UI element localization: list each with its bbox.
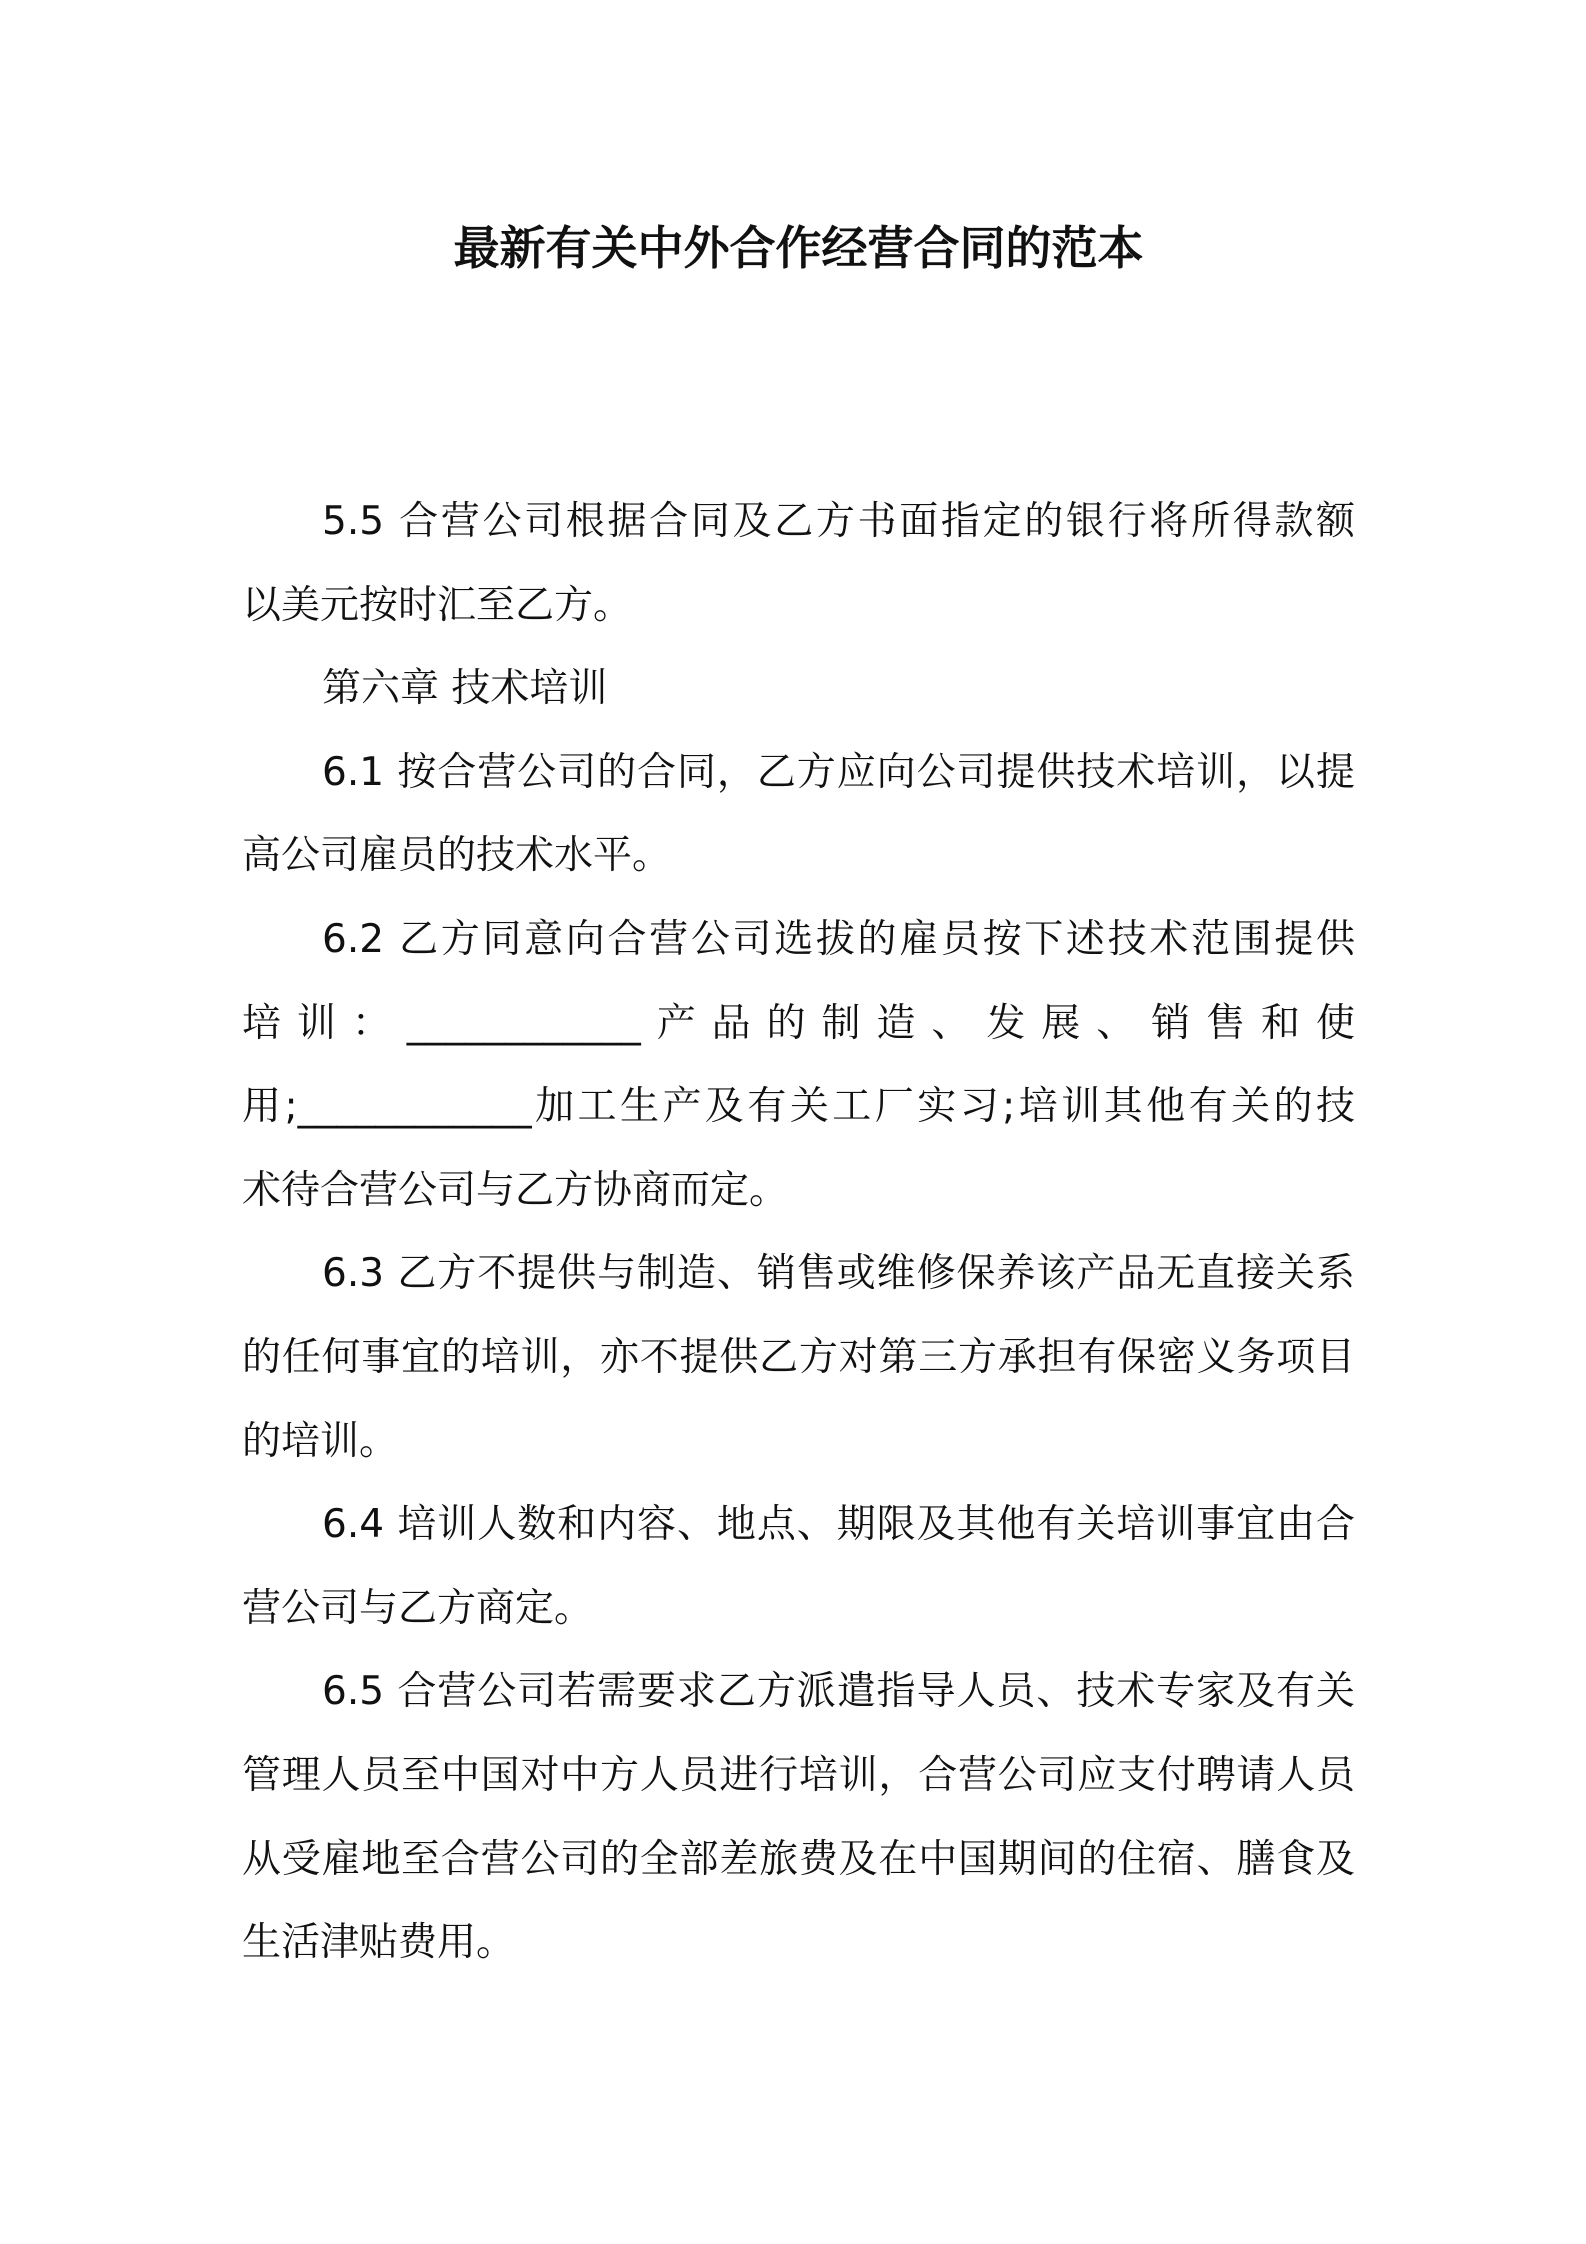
text-line: 的培训。 (242, 1418, 399, 1464)
clause-5-5 (242, 480, 1355, 647)
text-line: 6.5 合营公司若需要求乙方派遣指导人员、技术专家及有关 (322, 1669, 1355, 1715)
clause-6-5 (242, 1650, 1355, 1984)
text-line: 6.2 乙方同意向合营公司选拔的雇员按下述技术范围提供 (322, 916, 1355, 962)
text-line: 6.1 按合营公司的合同，乙方应向公司提供技术培训，以提 (322, 749, 1355, 795)
text-line: 用;____________加工生产及有关工厂实习;培训其他有关的技 (242, 1084, 1355, 1130)
document-body (242, 480, 1355, 1985)
clause-6-4 (242, 1483, 1355, 1650)
text-line: 生活津贴费用。 (242, 1920, 516, 1966)
text-line: 以美元按时汇至乙方。 (242, 582, 633, 628)
text-line: 6.3 乙方不提供与制造、销售或维修保养该产品无直接关系 (322, 1251, 1355, 1297)
text-line: 的任何事宜的培训，亦不提供乙方对第三方承担有保密义务项目 (242, 1334, 1355, 1380)
clause-6-3 (242, 1232, 1355, 1483)
page-title: 最新有关中外合作经营合同的范本 (453, 221, 1144, 275)
text-line: 培训：____________产品的制造、发展、销售和使 (242, 1000, 1355, 1046)
text-line: 从受雇地至合营公司的全部差旅费及在中国期间的住宿、膳食及 (242, 1836, 1355, 1882)
text-line: 5.5 合营公司根据合同及乙方书面指定的银行将所得款额 (322, 499, 1355, 544)
text-line: 6.4 培训人数和内容、地点、期限及其他有关培训事宜由合 (322, 1502, 1355, 1548)
text-line: 高公司雇员的技术水平。 (242, 833, 672, 879)
clause-6-1 (242, 731, 1355, 898)
chapter-heading (242, 647, 1355, 731)
text-line: 术待合营公司与乙方协商而定。 (242, 1167, 789, 1213)
text-line: 管理人员至中国对中方人员进行培训，合营公司应支付聘请人员 (242, 1752, 1355, 1798)
text-line: 营公司与乙方商定。 (242, 1585, 594, 1631)
chapter-title: 第六章 技术培训 (322, 666, 608, 712)
clause-6-2 (242, 898, 1355, 1232)
